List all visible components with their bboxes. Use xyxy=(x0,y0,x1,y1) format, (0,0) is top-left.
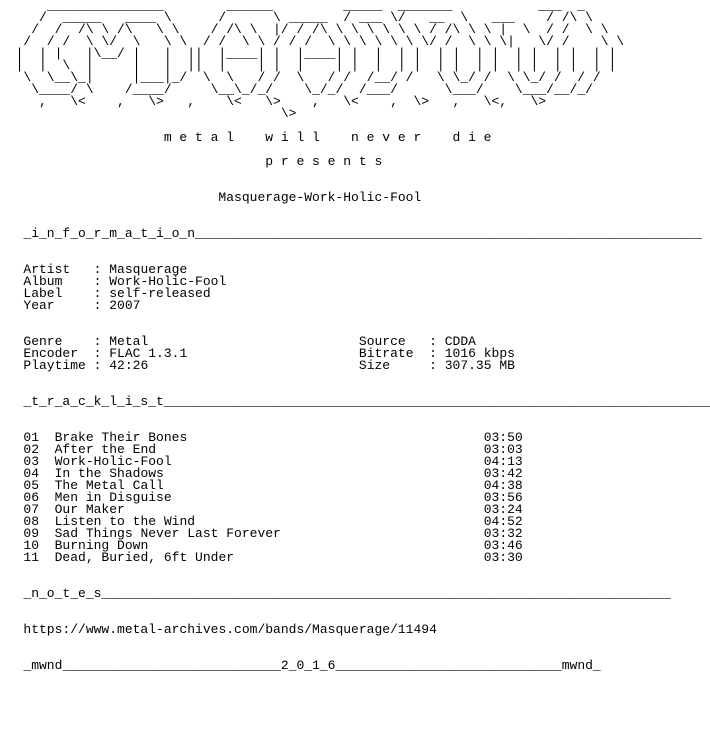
track-time: 03:50 xyxy=(483,430,523,445)
track-title: Listen to the Wind xyxy=(54,514,196,529)
tech-label: Size xyxy=(358,358,391,373)
footer xyxy=(0,658,601,673)
footer-year: _2_0_1_6_ xyxy=(273,658,344,673)
track-number: 11 xyxy=(23,550,40,565)
information-rule: ________________________________________________________________ xyxy=(202,226,703,241)
information-heading xyxy=(0,226,702,241)
track-time: 04:38 xyxy=(483,478,523,493)
footer-rule: ___________________________ xyxy=(343,658,554,673)
track-time: 03:24 xyxy=(483,502,523,517)
tech-label: Source xyxy=(358,334,406,349)
notes-url[interactable]: https://www.metal-archives.com/bands/Masquerage/11494 xyxy=(23,622,437,637)
track-title: Sad Things Never Last Forever xyxy=(54,526,281,541)
track-title: Men in Disguise xyxy=(54,490,172,505)
tech-label: Genre xyxy=(23,334,63,349)
track-title: Dead, Buried, 6ft Under xyxy=(54,550,235,565)
track-time: 03:46 xyxy=(483,538,523,553)
track-time: 03:32 xyxy=(483,526,523,541)
track-time: 04:52 xyxy=(483,514,523,529)
info-value: 2007 xyxy=(109,298,141,313)
tagline: m e t a l w i l l n e v e r d i e xyxy=(0,130,492,145)
track-number: 04 xyxy=(23,466,40,481)
release-title: Masquerage-Work-Holic-Fool xyxy=(0,190,422,205)
track-time: 03:30 xyxy=(483,550,523,565)
info-label-row: Label : self-released xyxy=(23,286,211,301)
tech-genre-row: Genre : Metal Source : CDDA xyxy=(23,334,476,349)
info-artist-row: Artist : Masquerage xyxy=(23,262,188,277)
track-number: 10 xyxy=(23,538,40,553)
info-value: Work-Holic-Fool xyxy=(109,274,227,289)
tech-value: CDDA xyxy=(444,334,476,349)
info-value: self-released xyxy=(109,286,211,301)
notes-heading xyxy=(0,586,671,601)
info-year-row: Year : 2007 xyxy=(23,298,141,313)
info-label: Artist xyxy=(23,262,71,277)
tech-value: 42:26 xyxy=(109,358,149,373)
tech-value: 1016 kbps xyxy=(444,346,515,361)
track-number: 09 xyxy=(23,526,40,541)
track-number: 06 xyxy=(23,490,40,505)
ascii-logo: _______________ ______ _____ _______ ___ _ / _____ ____ \ / \ _____ / ___ \/ __ \ ___ / /\ \ / / /\ \ /\ \ \ / /\ \ |/ / /\ \ \ \ \ \ \ / /\ \ \ | \ / / \ \ / / / \ \/ \ \ \ / / \ \ / / / \ \ \ \ \ \ \/ / \ \ \| \/ / \ \ | | | |\__/ | | || |____| | |____| | | | | | | | | | | | | | | | | \ | | | || | | | | | | | | | | | | | | | | | | | \ \__\_| |___|_/ \ \ / / \ / / /__/ / \ \_/ / \ \_/ / / / \____/ \ /____/ \__\_/_/ \_/_/ /___/ \___/ \___/__/_/ , \< , \> , \< \> , \< , \> , \<, \> \> xyxy=(15,0,625,121)
info-album-row: Album : Work-Holic-Fool xyxy=(23,274,227,289)
track-title: The Metal Call xyxy=(54,478,164,493)
tracklist-heading xyxy=(0,394,710,409)
footer-rule: __________________________ xyxy=(70,658,274,673)
tracklist-title: _t_r_a_c_k_l_i_s_t_ xyxy=(23,394,172,409)
track-number: 07 xyxy=(23,502,40,517)
notes-title: _n_o_t_e_s_ xyxy=(23,586,110,601)
notes-line xyxy=(0,622,437,637)
track-title: In the Shadows xyxy=(54,466,164,481)
track-time: 03:42 xyxy=(483,466,523,481)
tech-label: Bitrate xyxy=(358,346,414,361)
footer-left-tag: _mwnd_ xyxy=(23,658,71,673)
tech-encoder-row: Encoder : FLAC 1.3.1 Bitrate : 1016 kbps xyxy=(23,346,515,361)
track-number: 02 xyxy=(23,442,40,457)
tech-value: Metal xyxy=(109,334,149,349)
notes-rule: ________________________________________________________________________ xyxy=(109,586,671,601)
track-time: 04:13 xyxy=(483,454,523,469)
footer-right-tag: _mwnd_ xyxy=(553,658,601,673)
track-title: Burning Down xyxy=(54,538,149,553)
tech-playtime-row: Playtime : 42:26 Size : 307.35 MB xyxy=(23,358,515,373)
tech-value: FLAC 1.3.1 xyxy=(109,346,188,361)
presents-line: p r e s e n t s xyxy=(0,154,383,169)
track-number: 01 xyxy=(23,430,40,445)
track-row xyxy=(0,550,523,565)
track-title: After the End xyxy=(54,442,157,457)
tech-value: 307.35 MB xyxy=(444,358,515,373)
information-title: _i_n_f_o_r_m_a_t_i_o_n_ xyxy=(23,226,203,241)
track-title: Our Maker xyxy=(54,502,125,517)
info-value: Masquerage xyxy=(109,262,188,277)
track-time: 03:56 xyxy=(483,490,523,505)
tech-label: Encoder xyxy=(23,346,79,361)
info-label: Year xyxy=(23,298,55,313)
track-title: Brake Their Bones xyxy=(54,430,188,445)
track-number: 08 xyxy=(23,514,40,529)
tech-label: Playtime xyxy=(23,358,86,373)
info-label: Label xyxy=(23,286,63,301)
track-title: Work-Holic-Fool xyxy=(54,454,172,469)
track-number: 05 xyxy=(23,478,40,493)
track-number: 03 xyxy=(23,454,40,469)
tracklist-rule: _____________________________________________________________________ xyxy=(171,394,710,409)
track-time: 03:03 xyxy=(483,442,523,457)
info-label: Album xyxy=(23,274,63,289)
